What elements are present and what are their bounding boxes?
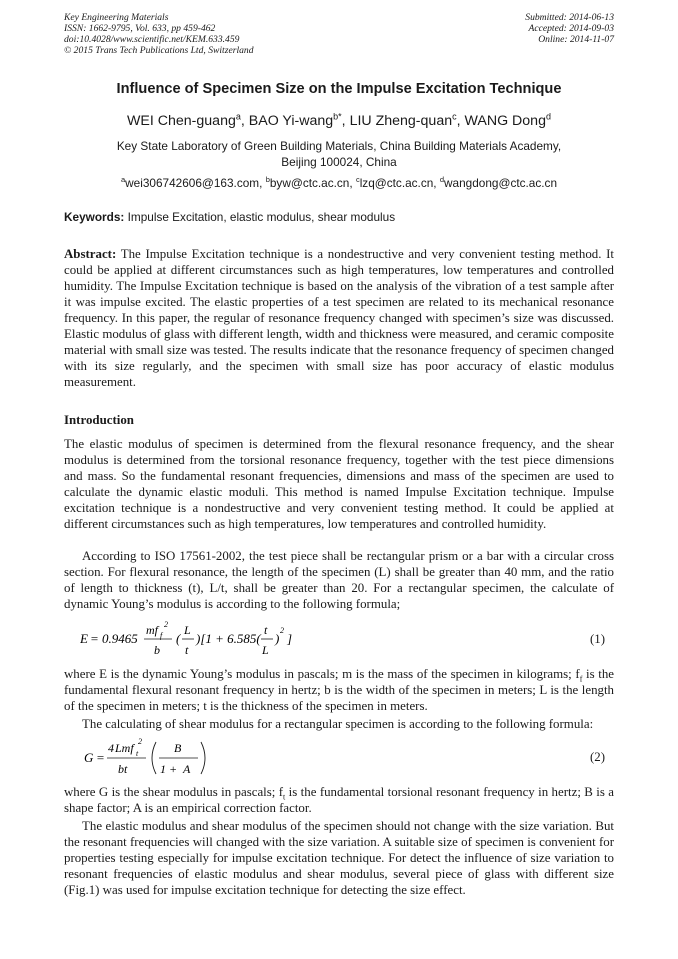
author-mark: b* — [333, 111, 342, 122]
keywords-line — [64, 210, 395, 224]
affiliation — [90, 138, 588, 170]
email-link[interactable]: wangdong@ctc.ac.cn — [444, 176, 558, 190]
svg-text:L: L — [184, 623, 191, 637]
svg-text:2: 2 — [280, 626, 284, 635]
svg-text:t: t — [185, 643, 189, 657]
keywords-text: Impulse Excitation, elastic modulus, shear modulus — [127, 210, 396, 224]
author-name: WEI Chen-guang — [127, 113, 236, 129]
equation-description: where E is the dynamic Young’s modulus in pascals; m is the mass of the specimen in kilograms; $f_f$ is the fundamental flexural resonant frequency in hertz; b is the width of the specimen in meters; L is the length of the specimen in meters; t is the thickness of the specimen in meters. — [64, 667, 614, 713]
email-link[interactable]: lzq@ctc.ac.cn — [359, 176, 434, 190]
submitted-date: Submitted: 2014-06-13 — [525, 12, 614, 23]
equation-description: where G is the shear modulus in pascals; $f_t$ is the fundamental torsional resonant frequency in hertz; B is a shape factor; A is an empirical correction factor. — [64, 785, 615, 815]
svg-text:t: t — [264, 623, 268, 637]
email-mark: a — [120, 175, 126, 185]
svg-text:Lmf: Lmf — [115, 741, 134, 755]
author-separator: , — [341, 113, 350, 129]
email-mark: c — [355, 175, 360, 185]
keywords-label: Keywords: — [64, 210, 125, 224]
email-mark: d — [439, 175, 445, 185]
author-mark: d — [545, 111, 551, 122]
svg-text:bt: bt — [118, 762, 128, 776]
abstract-text: The Impulse Excitation technique is a nondestructive and very convenient testing method. It could be applied at different circumstances such as high temperatures, low temperatures and controlled humidity. The Impulse Excitation technique is based on the analysis of the vibration of a test sample after it was impulse excited. The elastic properties of a test specimen are related to its mechanical resonance frequency. In this paper, the regular of resonance frequency changed with specimen’s size was discussed. Elastic modulus of glass with different length, width and thickness were measured, and ceramic composite material with small size was tested. The results indicate that the resonance frequency of specimen changed with its size regularly, and the specimen with small size has poor accuracy of elastic modulus measurement. — [64, 247, 614, 389]
svg-text:2: 2 — [164, 620, 168, 629]
svg-text:]: ] — [287, 631, 293, 646]
journal-name: Key Engineering Materials — [64, 12, 169, 23]
copyright-line: © 2015 Trans Tech Publications Ltd, Switzerland — [64, 45, 254, 56]
intro-paragraph: The elastic modulus of specimen is determined from the flexural resonance frequency, and the shear modulus is determined from the torsional resonance frequency, together with the test piece dimensions and mass. So the fundamental resonant frequencies, dimensions and mass of the specimen are used to calculate the dynamic elastic moduli. This method is named Impulse Excitation technique. Impulse excitation technique is a nondestructive and very convenient testing method. It could be applied at different circumstances such as high temperatures, low temperatures and controlled humidity. — [64, 437, 614, 531]
author-mark: c — [452, 111, 457, 122]
author-name: LIU Zheng-quan — [349, 113, 453, 129]
affiliation-line: Key State Laboratory of Green Building Materials, China Building Materials Academy, — [116, 139, 562, 153]
equation-number: (2) — [590, 750, 606, 764]
svg-text:4: 4 — [108, 741, 114, 755]
svg-text:mf: mf — [146, 623, 158, 637]
equation-2 — [80, 736, 280, 780]
doi-line[interactable]: doi:10.4028/www.scientific.net/KEM.633.459 — [64, 34, 240, 45]
svg-text:E: E — [80, 631, 88, 646]
issn-line: ISSN: 1662-9795, Vol. 633, pp 459-462 — [64, 23, 216, 34]
svg-text:b: b — [154, 643, 160, 657]
journal-header — [64, 12, 254, 56]
svg-text:1 +: 1 + — [160, 762, 178, 776]
paper-title: Influence of Specimen Size on the Impulse Excitation Technique — [116, 81, 562, 97]
section-heading: Introduction — [64, 413, 134, 427]
dates-header — [525, 12, 614, 45]
svg-text:= 0.9465: = 0.9465 — [90, 631, 138, 646]
accepted-date: Accepted: 2014-09-03 — [528, 23, 614, 34]
svg-text:G: G — [84, 750, 94, 765]
abstract — [64, 246, 614, 390]
affiliation-line: Beijing 100024, China — [281, 155, 397, 169]
svg-text:A: A — [183, 762, 191, 776]
svg-text:t: t — [136, 749, 139, 758]
svg-text:(: ( — [176, 631, 181, 646]
svg-text:)[1 + 6.585(: )[1 + 6.585( — [196, 631, 261, 646]
email-link[interactable]: byw@ctc.ac.cn — [269, 176, 350, 190]
email-link[interactable]: wei306742606@163.com — [125, 176, 260, 190]
author-list — [0, 113, 678, 129]
online-date: Online: 2014-11-07 — [538, 34, 614, 45]
abstract-label: Abstract: — [64, 247, 117, 261]
email-mark: b — [265, 175, 270, 185]
equation-1 — [80, 618, 360, 662]
author-name: WANG Dong — [464, 113, 546, 129]
svg-text:L: L — [262, 643, 269, 657]
svg-text:f: f — [160, 631, 163, 640]
intro-paragraph: The elastic modulus and shear modulus of the specimen should not change with the size variation. But the resonant frequencies will changed with the size variation. A suitable size of specimen is convenient for properties testing especially for impulse excitation technique. For detect the influence of size variation to resonant frequencies of elastic modulus and shear modulus, several piece of glass with different size (Fig.1) was used for impulse excitation technique for detecting the size effect. — [64, 819, 614, 897]
intro-paragraph: The calculating of shear modulus for a rectangular specimen is according to the following formula: — [82, 717, 594, 731]
author-separator: , — [456, 113, 465, 129]
intro-paragraph: According to ISO 17561-2002, the test piece shall be rectangular prism or a bar with a circular cross section. For flexural resonance, the length of the specimen (L) shall be greater than 40 mm, and the ratio of length to thickness (t), L/t, shall be greater than 20. For a rectangular specimen, the calculate of dynamic Young’s modulus is according to the following formula; — [64, 549, 614, 611]
svg-text:): ) — [275, 631, 280, 646]
author-mark: a — [235, 111, 241, 122]
svg-text:B: B — [174, 741, 182, 755]
author-name: BAO Yi-wang — [248, 113, 334, 129]
email-list: $^a$wei306742606@163.com, $^b$byw@ctc.ac.cn, $^c$lzq@ctc.ac.cn, $^d$wangdong@ctc.ac.cn — [120, 175, 558, 190]
equation-number: (1) — [590, 632, 606, 646]
author-separator: , — [240, 113, 249, 129]
svg-text:=: = — [96, 750, 105, 765]
svg-text:2: 2 — [138, 737, 142, 746]
